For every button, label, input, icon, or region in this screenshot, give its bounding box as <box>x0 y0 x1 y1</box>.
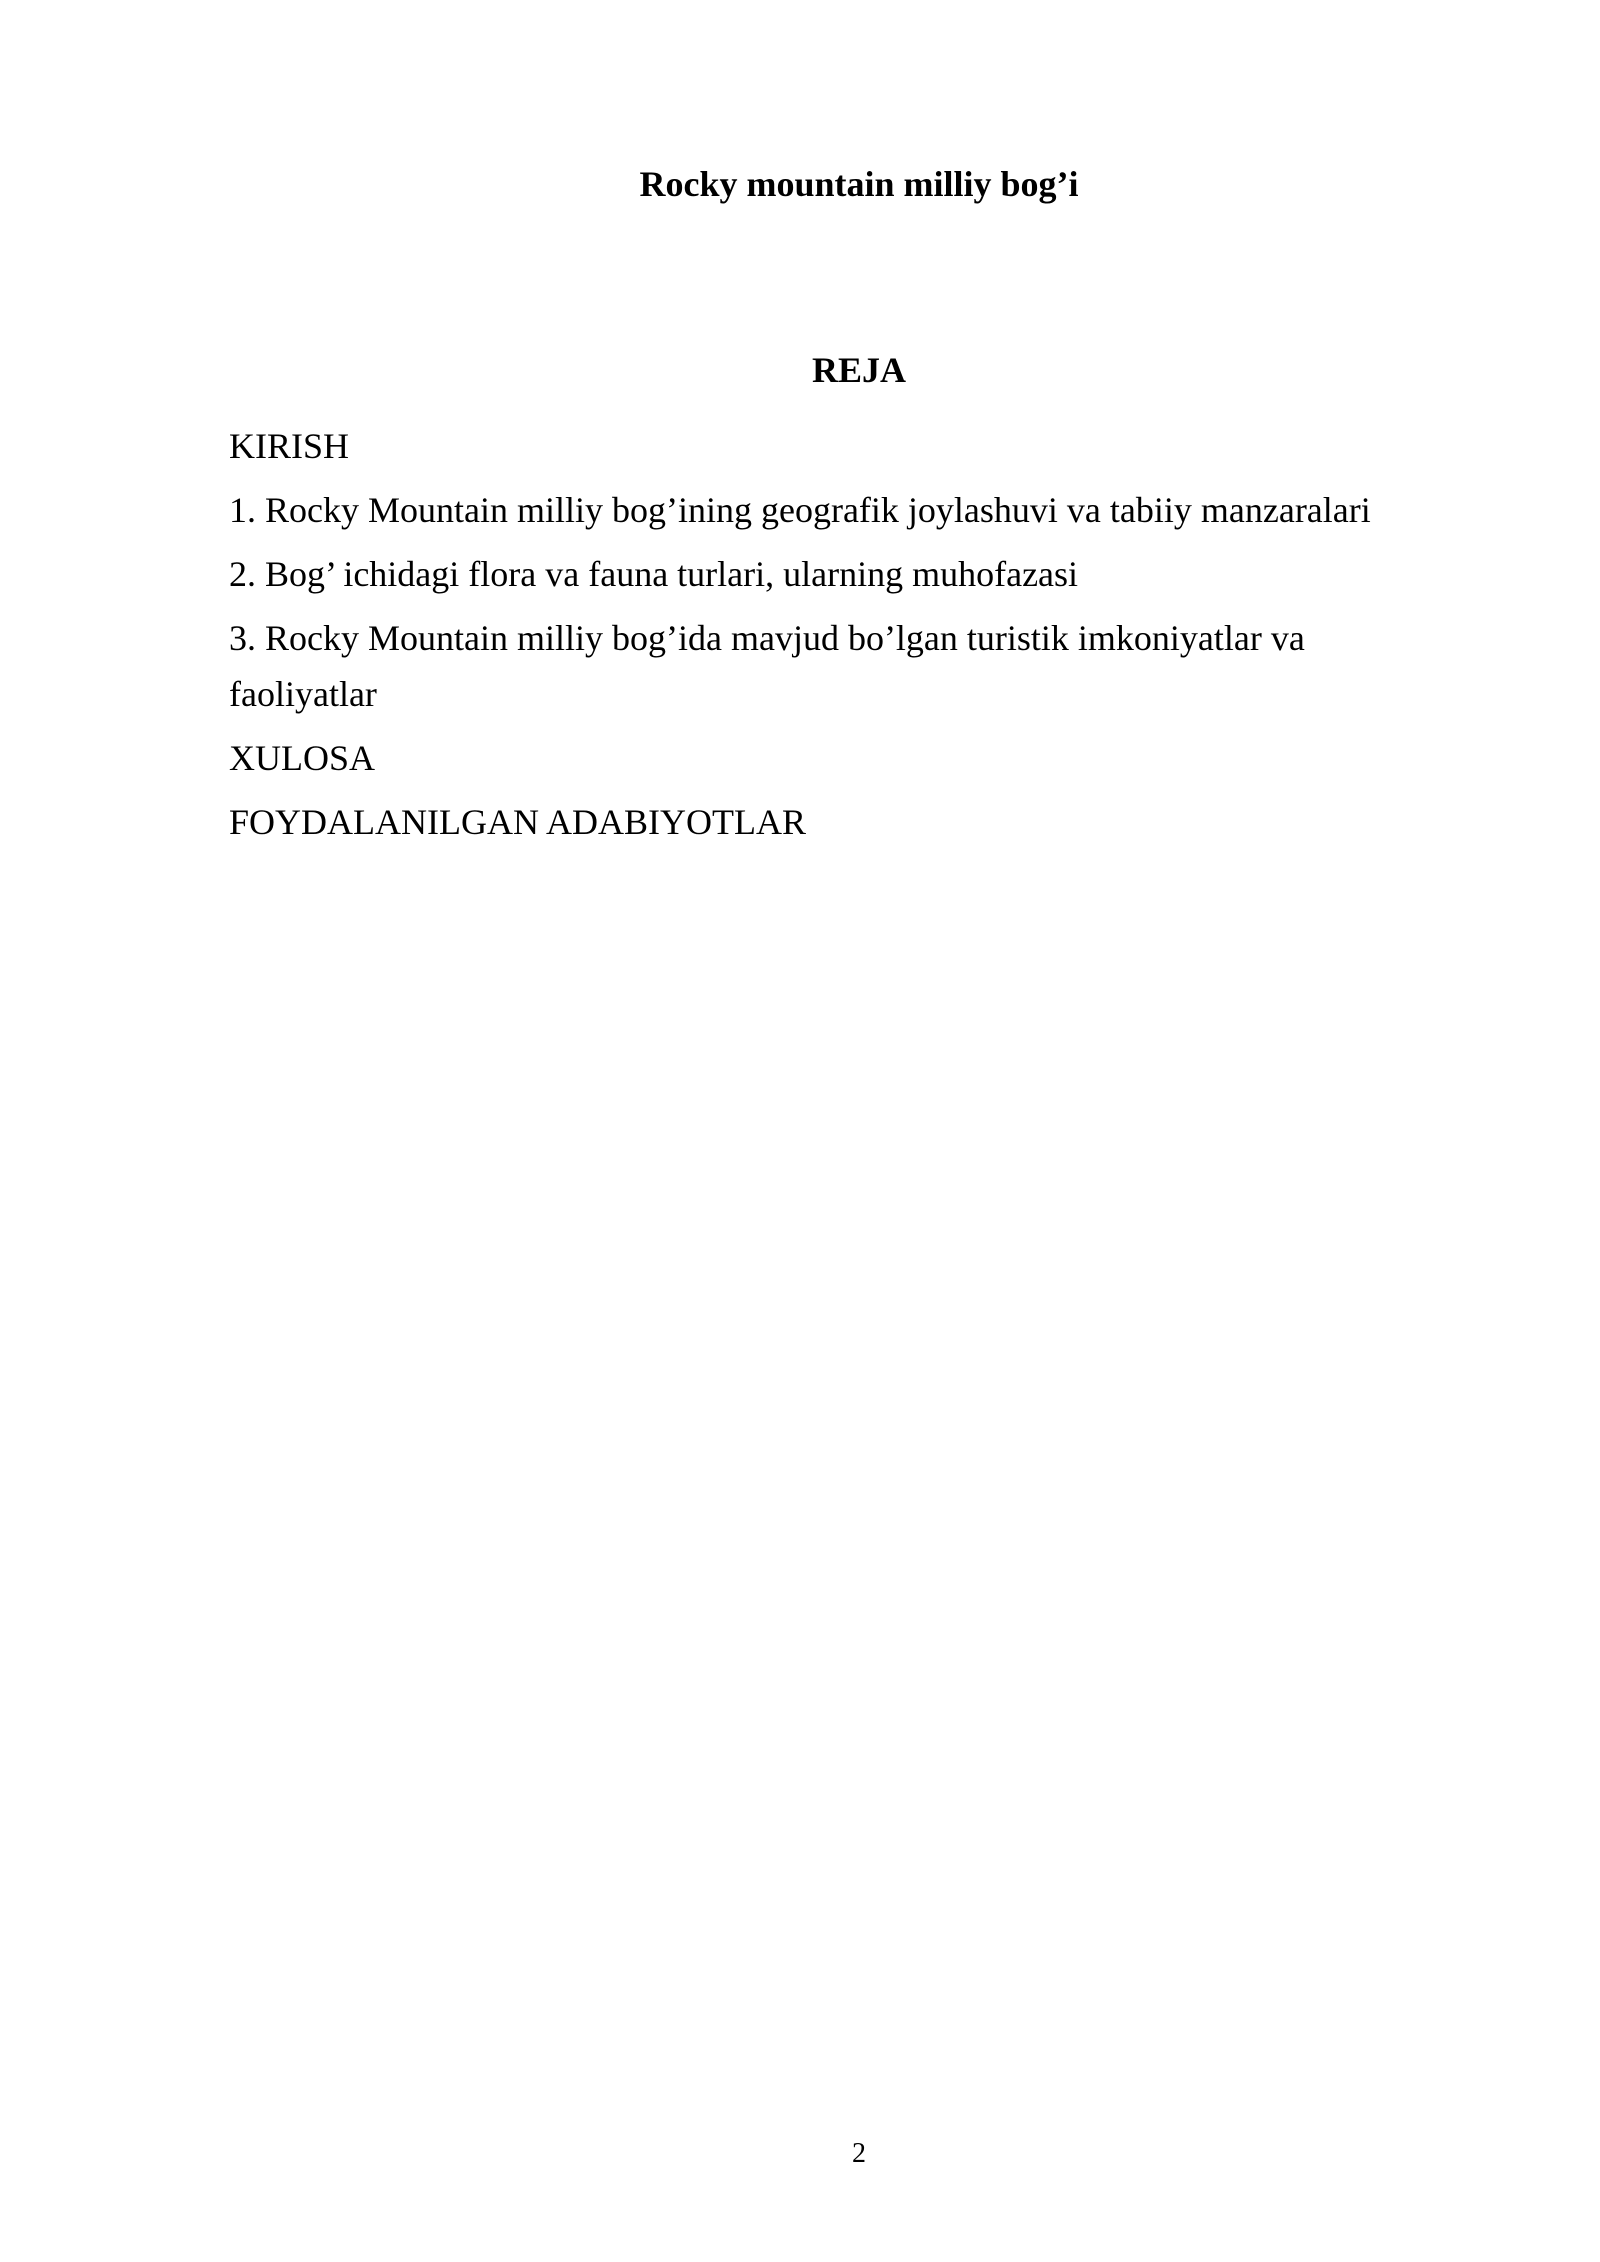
plan-item-introduction: KIRISH <box>229 426 350 466</box>
document-title: Rocky mountain milliy bog’i <box>639 164 1079 204</box>
plan-item-2: 2. Bog’ ichidagi flora va fauna turlari, ularning muhofazasi <box>229 554 1079 594</box>
plan-item-1: 1. Rocky Mountain milliy bog’ining geografik joylashuvi va tabiiy manzaralari <box>229 490 1371 530</box>
plan-item-conclusion: XULOSA <box>229 738 376 778</box>
plan-heading: REJA <box>811 350 906 390</box>
plan-item-references: FOYDALANILGAN ADABIYOTLAR <box>229 802 806 842</box>
page-number: 2 <box>852 2138 866 2169</box>
plan-list <box>229 418 1439 858</box>
plan-item-3: 3. Rocky Mountain milliy bog’ida mavjud bo’lgan turistik imkoniyatlar va faoliyatlar <box>229 618 1305 714</box>
